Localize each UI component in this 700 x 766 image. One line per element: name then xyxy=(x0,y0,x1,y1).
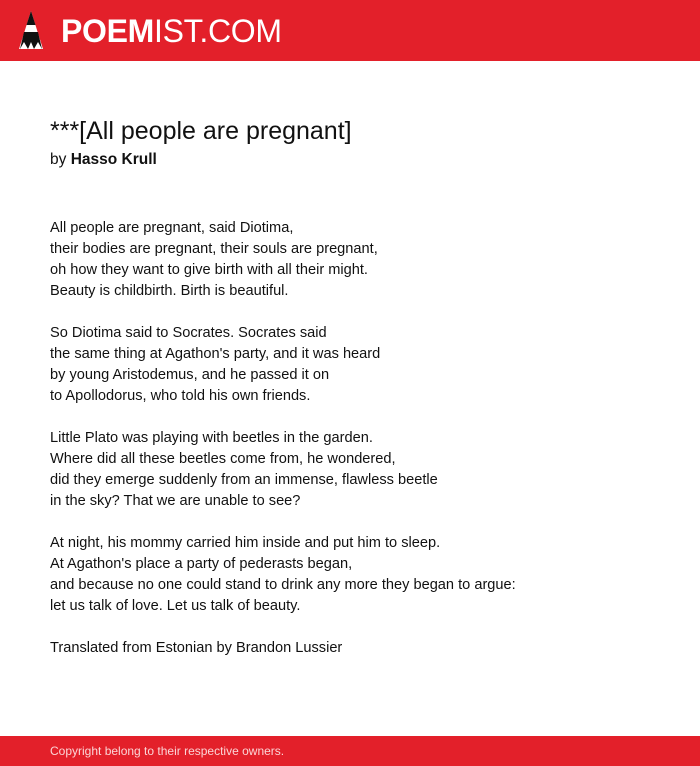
poem-content xyxy=(50,114,670,659)
footer-bar xyxy=(0,736,700,766)
poem-line: So Diotima said to Socrates. Socrates said xyxy=(50,325,327,341)
poem-line: Beauty is childbirth. Birth is beautiful. xyxy=(50,283,289,299)
poem-line: At night, his mommy carried him inside and put him to sleep. xyxy=(50,535,441,551)
poem-line: All people are pregnant, said Diotima, xyxy=(50,220,294,236)
site-logo-link[interactable] xyxy=(18,10,282,52)
stanza-4 xyxy=(50,533,670,617)
stanza-1 xyxy=(50,218,670,302)
poem-line: let us talk of love. Let us talk of beauty. xyxy=(50,598,301,614)
byline xyxy=(50,149,670,171)
poem-line: Where did all these beetles come from, he wondered, xyxy=(50,451,396,467)
poem-line: At Agathon's place a party of pederasts began, xyxy=(50,556,353,572)
poem-line: did they emerge suddenly from an immense, flawless beetle xyxy=(50,472,438,488)
poem-body xyxy=(50,218,670,659)
logo-text-bold: POEM xyxy=(61,13,155,49)
poem-line: by young Aristodemus, and he passed it on xyxy=(50,367,330,383)
stanza-3 xyxy=(50,428,670,512)
copyright-text: Copyright belong to their respective owners. xyxy=(50,744,285,758)
by-label: by xyxy=(50,151,67,168)
poem-line: in the sky? That we are unable to see? xyxy=(50,493,301,509)
poem-line: their bodies are pregnant, their souls are pregnant, xyxy=(50,241,378,257)
poem-line: and because no one could stand to drink any more they began to argue: xyxy=(50,577,516,593)
poem-line: oh how they want to give birth with all their might. xyxy=(50,262,368,278)
site-logo-text xyxy=(61,11,282,51)
top-bar xyxy=(0,0,700,61)
poem-line: the same thing at Agathon's party, and it was heard xyxy=(50,346,381,362)
logo-text-light: IST.COM xyxy=(154,13,282,49)
poem-title: ***[All people are pregnant] xyxy=(50,117,352,145)
author-link[interactable]: Hasso Krull xyxy=(70,151,157,168)
poem-line: Little Plato was playing with beetles in the garden. xyxy=(50,430,373,446)
poem-line: to Apollodorus, who told his own friends. xyxy=(50,388,311,404)
pencil-logo-icon xyxy=(18,10,44,52)
stanza-2 xyxy=(50,323,670,407)
translator-note: Translated from Estonian by Brandon Lussier xyxy=(50,640,343,656)
